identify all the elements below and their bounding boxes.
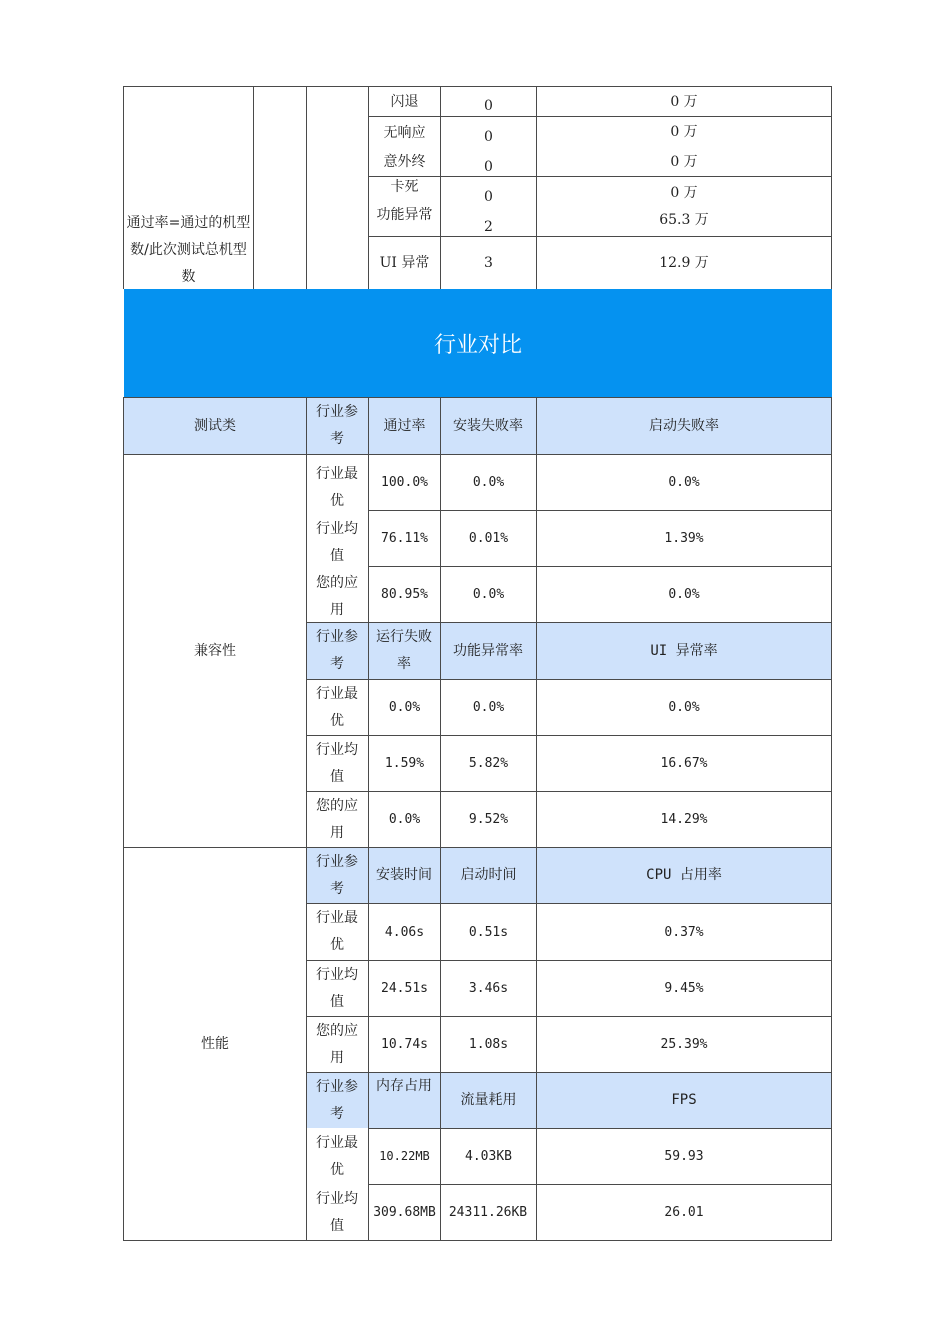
ref-label: 行业均值 bbox=[316, 520, 358, 564]
header-pass-rate: 通过率 bbox=[383, 417, 426, 434]
issue-count: 0 bbox=[484, 97, 493, 114]
rule bbox=[123, 86, 832, 87]
pass-rate-note: 通过率=通过的机型数/此次测试总机型数 bbox=[126, 215, 251, 285]
subheader-label: UI 异常率 bbox=[650, 642, 718, 659]
ref-label: 行业均值 bbox=[316, 741, 358, 785]
issue-type: 功能异常 bbox=[376, 207, 433, 223]
subheader-label: FPS bbox=[671, 1092, 697, 1108]
issue-type: UI 异常 bbox=[379, 254, 430, 271]
value-cell: 24.51s bbox=[381, 981, 428, 996]
value-cell: 0.0% bbox=[388, 700, 421, 715]
rule bbox=[368, 116, 832, 117]
issue-type: 无响应 bbox=[383, 124, 426, 141]
issue-users: 65.3 万 bbox=[659, 211, 709, 228]
issue-type: 闪退 bbox=[390, 93, 419, 110]
banner-title: 行业对比 bbox=[433, 332, 522, 358]
value-cell: 0.0% bbox=[472, 475, 505, 490]
subheader-label: 流量耗用 bbox=[460, 1092, 517, 1108]
value-cell: 5.82% bbox=[468, 756, 509, 771]
value-cell: 16.67% bbox=[660, 756, 708, 771]
ref-label: 行业最优 bbox=[316, 685, 358, 729]
rule bbox=[306, 86, 307, 289]
rule bbox=[368, 236, 832, 237]
value-cell: 1.39% bbox=[664, 531, 704, 546]
value-cell: 10.74s bbox=[381, 1037, 428, 1052]
value-cell: 0.0% bbox=[668, 475, 700, 490]
ref-label: 行业均值 bbox=[316, 1190, 358, 1234]
value-cell: 0.37% bbox=[664, 924, 704, 940]
value-cell: 1.08s bbox=[468, 1037, 509, 1052]
value-cell: 24311.26KB bbox=[448, 1204, 528, 1220]
ref-label: 行业参考 bbox=[316, 1078, 358, 1122]
value-cell: 10.22MB bbox=[379, 1149, 430, 1163]
value-cell: 0.0% bbox=[668, 700, 700, 715]
subheader-label: 功能异常率 bbox=[453, 643, 523, 659]
issue-users: 0 万 bbox=[670, 123, 698, 140]
section-banner bbox=[124, 289, 832, 397]
issue-users: 0 万 bbox=[670, 93, 698, 110]
rule bbox=[306, 397, 307, 1241]
issue-count: 3 bbox=[484, 254, 493, 271]
ref-label: 行业参考 bbox=[316, 853, 358, 897]
category-performance: 性能 bbox=[201, 1035, 229, 1052]
value-cell: 1.59% bbox=[384, 756, 425, 771]
ref-label: 您的应用 bbox=[316, 1022, 358, 1066]
rule bbox=[831, 397, 832, 1241]
header-launch-fail-rate: 启动失败率 bbox=[649, 417, 719, 434]
value-cell: 309.68MB bbox=[373, 1204, 436, 1220]
ref-label: 行业最优 bbox=[316, 465, 358, 509]
value-cell: 80.95% bbox=[381, 587, 428, 602]
rule bbox=[123, 1240, 832, 1241]
value-cell: 0.0% bbox=[668, 587, 700, 602]
issue-type-clip bbox=[369, 202, 440, 235]
value-cell: 3.46s bbox=[468, 981, 509, 996]
subheader-label: 运行失败率 bbox=[376, 629, 432, 672]
rule bbox=[253, 86, 254, 289]
header-industry-ref: 行业参考 bbox=[316, 404, 358, 447]
issue-count: 2 bbox=[484, 218, 493, 235]
value-cell: 0.0% bbox=[472, 700, 505, 715]
subheader-label: 安装时间 bbox=[376, 867, 432, 883]
value-cell: 4.03KB bbox=[465, 1149, 512, 1164]
header-test-category: 测试类 bbox=[194, 417, 236, 434]
value-cell: 0.01% bbox=[468, 531, 509, 546]
subheader-label: 内存占用 bbox=[376, 1078, 432, 1094]
issue-count: 0 bbox=[484, 188, 493, 205]
category-compatibility: 兼容性 bbox=[194, 642, 236, 659]
ref-label: 行业参考 bbox=[316, 629, 358, 672]
value-cell: 0.0% bbox=[388, 812, 421, 827]
issue-count: 0 bbox=[484, 128, 493, 145]
value-cell: 9.52% bbox=[468, 812, 509, 827]
subheader-label: 启动时间 bbox=[460, 867, 517, 883]
value-cell: 26.01 bbox=[664, 1205, 704, 1220]
issue-users: 0 万 bbox=[670, 153, 698, 170]
value-cell: 9.45% bbox=[664, 981, 704, 996]
value-cell: 100.0% bbox=[381, 475, 428, 490]
value-cell: 4.06s bbox=[384, 924, 425, 940]
header-install-fail-rate: 安装失败率 bbox=[453, 418, 523, 434]
value-cell: 59.93 bbox=[664, 1149, 704, 1164]
issue-type: 意外终 bbox=[383, 153, 426, 170]
ref-label: 行业最优 bbox=[316, 1134, 358, 1178]
issue-users: 0 万 bbox=[670, 184, 698, 201]
value-cell: 25.39% bbox=[660, 1037, 708, 1052]
ref-label: 行业均值 bbox=[316, 966, 358, 1010]
ref-label: 行业最优 bbox=[316, 910, 358, 953]
ref-label: 您的应用 bbox=[316, 797, 358, 841]
issue-type: 卡死 bbox=[390, 178, 419, 195]
subheader-label: CPU 占用率 bbox=[646, 867, 722, 883]
issue-users: 12.9 万 bbox=[659, 254, 709, 271]
ref-label: 您的应用 bbox=[316, 574, 358, 618]
issue-count: 0 bbox=[484, 158, 493, 175]
value-cell: 0.0% bbox=[472, 587, 505, 602]
value-cell: 76.11% bbox=[381, 531, 428, 546]
value-cell: 0.51s bbox=[468, 924, 509, 940]
value-cell: 14.29% bbox=[660, 812, 708, 827]
